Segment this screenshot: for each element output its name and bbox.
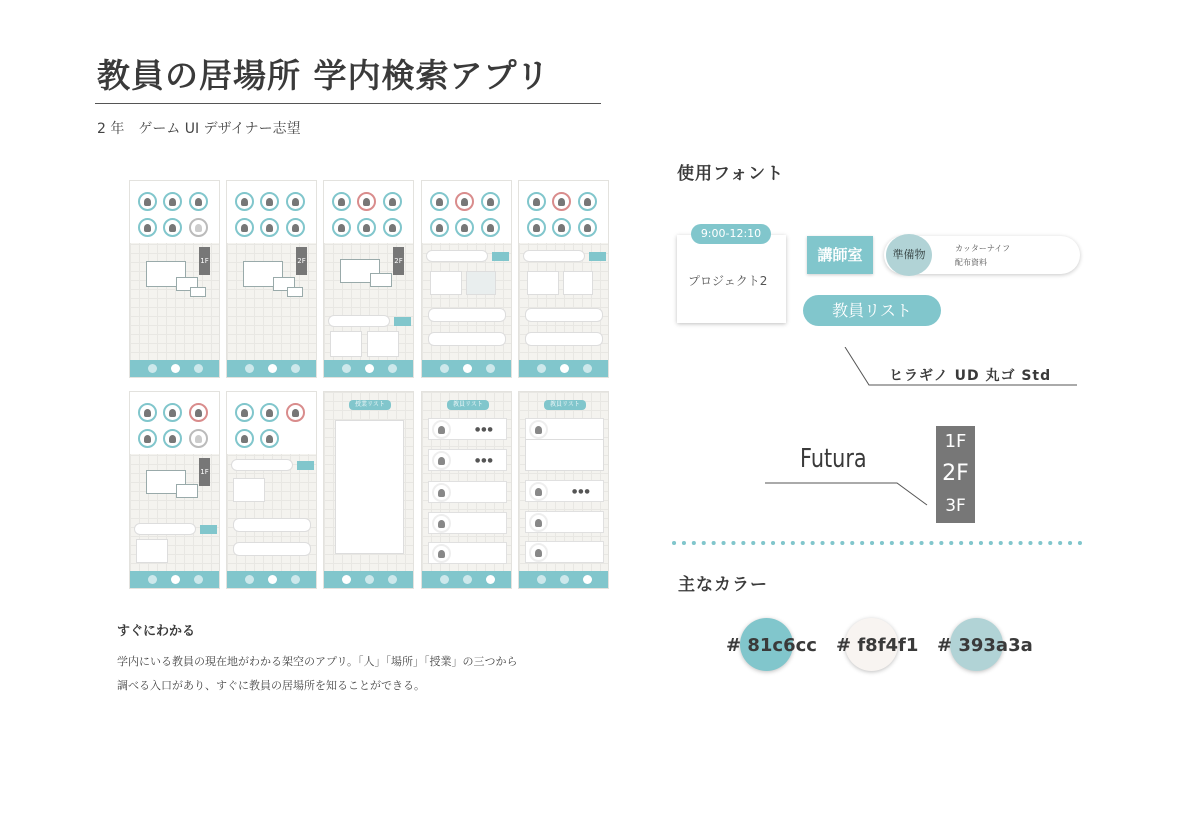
sample-prep-item: 配布資料 bbox=[955, 258, 987, 267]
teacher-grid bbox=[227, 392, 316, 454]
nav-dot[interactable] bbox=[148, 575, 157, 584]
teacher-avatar bbox=[357, 192, 376, 211]
teacher-avatar bbox=[529, 420, 548, 439]
teacher-name-pill bbox=[523, 250, 585, 262]
schedule-card[interactable] bbox=[563, 271, 593, 295]
teacher-grid bbox=[130, 392, 219, 454]
floor-label: 2F bbox=[942, 461, 969, 486]
teacher-avatar bbox=[332, 192, 351, 211]
schedule-card[interactable] bbox=[233, 478, 265, 502]
teacher-avatar bbox=[189, 192, 208, 211]
nav-dot[interactable] bbox=[486, 575, 495, 584]
teacher-avatar bbox=[235, 192, 254, 211]
teacher-avatar bbox=[481, 192, 500, 211]
nav-dot[interactable] bbox=[583, 575, 592, 584]
sample-prep-item: カッターナイフ bbox=[955, 244, 1011, 253]
teacher-avatar bbox=[432, 483, 451, 502]
teacher-avatar bbox=[163, 218, 182, 237]
list-item[interactable] bbox=[525, 480, 604, 502]
nav-dot[interactable] bbox=[560, 364, 569, 373]
schedule-card[interactable] bbox=[330, 331, 362, 357]
sample-project-label: プロジェクト2 bbox=[688, 274, 768, 288]
teacher-avatar bbox=[430, 192, 449, 211]
sample-room-box: 講師室 bbox=[807, 236, 873, 274]
font-name-hiragino: ヒラギノ UD 丸ゴ Std bbox=[889, 368, 1052, 384]
teacher-name-pill bbox=[328, 315, 390, 327]
room-tag[interactable] bbox=[297, 461, 314, 470]
teacher-avatar bbox=[455, 192, 474, 211]
screen-teacher-detail-alt bbox=[518, 180, 609, 378]
teacher-list-title: 教員リスト bbox=[544, 400, 586, 410]
teacher-avatar bbox=[286, 218, 305, 237]
schedule-card[interactable] bbox=[466, 271, 496, 295]
title-underline bbox=[95, 103, 601, 104]
teacher-avatar bbox=[260, 192, 279, 211]
nav-dot[interactable] bbox=[388, 364, 397, 373]
teacher-avatar bbox=[189, 429, 208, 448]
bottom-nav bbox=[422, 571, 511, 588]
sample-prep-badge: 準備物 bbox=[886, 234, 932, 276]
teacher-avatar bbox=[163, 403, 182, 422]
nav-dot[interactable] bbox=[463, 364, 472, 373]
nav-dot[interactable] bbox=[486, 364, 495, 373]
floor-map bbox=[370, 273, 392, 287]
teacher-avatar bbox=[552, 192, 571, 211]
nav-dot[interactable] bbox=[560, 575, 569, 584]
nav-dot[interactable] bbox=[171, 364, 180, 373]
list-item[interactable] bbox=[428, 481, 507, 503]
color-label-dark: # 393a3a bbox=[937, 635, 1033, 656]
prep-pill bbox=[428, 332, 506, 346]
prep-pill bbox=[525, 332, 603, 346]
floor-badge[interactable]: 2F bbox=[393, 247, 404, 275]
teacher-avatar bbox=[432, 544, 451, 563]
teacher-avatar bbox=[138, 429, 157, 448]
floor-map bbox=[190, 287, 206, 297]
room-tag[interactable] bbox=[492, 252, 509, 261]
room-tag[interactable] bbox=[394, 317, 411, 326]
nav-dot[interactable] bbox=[583, 364, 592, 373]
floor-map bbox=[287, 287, 303, 297]
floor-badge[interactable]: 1F bbox=[199, 247, 210, 275]
teacher-name-pill bbox=[134, 523, 196, 535]
teacher-name: ●●● bbox=[475, 426, 494, 433]
teacher-avatar bbox=[286, 192, 305, 211]
nav-dot[interactable] bbox=[268, 575, 277, 584]
teacher-avatar bbox=[189, 218, 208, 237]
room-tag[interactable] bbox=[589, 252, 606, 261]
teacher-avatar bbox=[260, 218, 279, 237]
teacher-avatar bbox=[286, 403, 305, 422]
teacher-avatar bbox=[481, 218, 500, 237]
screen-teacher-list bbox=[421, 391, 512, 589]
floor-badge[interactable]: 1F bbox=[199, 458, 210, 486]
teacher-avatar bbox=[527, 218, 546, 237]
teacher-avatar bbox=[529, 513, 548, 532]
nav-dot[interactable] bbox=[291, 575, 300, 584]
teacher-avatar bbox=[138, 403, 157, 422]
teacher-avatar bbox=[552, 218, 571, 237]
bottom-nav bbox=[130, 360, 219, 377]
nav-dot[interactable] bbox=[342, 364, 351, 373]
screen-map-detail bbox=[323, 180, 414, 378]
teacher-avatar bbox=[138, 218, 157, 237]
bottom-nav bbox=[519, 571, 608, 588]
teacher-avatar bbox=[260, 429, 279, 448]
sample-time-pill: 9:00-12:10 bbox=[691, 224, 771, 244]
class-list-title: 授業リスト bbox=[349, 400, 391, 410]
nav-dot[interactable] bbox=[537, 575, 546, 584]
schedule-card[interactable] bbox=[430, 271, 462, 295]
teacher-name: ●●● bbox=[475, 457, 494, 464]
teacher-avatar bbox=[578, 218, 597, 237]
expanded-detail bbox=[525, 439, 604, 471]
list-item[interactable] bbox=[428, 542, 507, 564]
color-label-teal: # 81c6cc bbox=[726, 635, 817, 656]
teacher-avatar bbox=[235, 429, 254, 448]
screen-map-2f bbox=[226, 180, 317, 378]
list-item[interactable] bbox=[428, 449, 507, 471]
teacher-grid bbox=[324, 181, 413, 243]
color-label-offwhite: # f8f4f1 bbox=[836, 635, 919, 656]
prep-pill bbox=[428, 308, 506, 322]
room-tag[interactable] bbox=[200, 525, 217, 534]
teacher-avatar bbox=[430, 218, 449, 237]
floor-sample-stack bbox=[936, 426, 975, 523]
teacher-name-pill bbox=[426, 250, 488, 262]
nav-dot[interactable] bbox=[440, 364, 449, 373]
teacher-avatar bbox=[235, 403, 254, 422]
nav-dot[interactable] bbox=[148, 364, 157, 373]
page-title: 教員の居場所 学内検索アプリ bbox=[97, 56, 551, 95]
nav-dot[interactable] bbox=[245, 364, 254, 373]
floor-badge[interactable]: 2F bbox=[296, 247, 307, 275]
nav-dot[interactable] bbox=[388, 575, 397, 584]
colors-heading: 主なカラー bbox=[678, 575, 768, 595]
teacher-avatar bbox=[432, 420, 451, 439]
bottom-nav bbox=[130, 571, 219, 588]
schedule-card[interactable] bbox=[527, 271, 559, 295]
teacher-grid bbox=[519, 181, 608, 243]
teacher-avatar bbox=[163, 429, 182, 448]
prep-pill bbox=[525, 308, 603, 322]
list-item[interactable] bbox=[525, 511, 604, 533]
teacher-grid bbox=[422, 181, 511, 243]
teacher-grid bbox=[227, 181, 316, 243]
bottom-nav bbox=[227, 571, 316, 588]
floor-map bbox=[176, 484, 198, 498]
nav-dot[interactable] bbox=[291, 364, 300, 373]
floor-label: 1F bbox=[944, 431, 967, 452]
teacher-avatar bbox=[529, 482, 548, 501]
bottom-nav bbox=[519, 360, 608, 377]
nav-dot[interactable] bbox=[463, 575, 472, 584]
teacher-grid bbox=[130, 181, 219, 243]
bottom-nav bbox=[324, 571, 413, 588]
teacher-avatar bbox=[432, 514, 451, 533]
floor-label: 3F bbox=[945, 496, 966, 516]
list-item[interactable] bbox=[428, 512, 507, 534]
list-item[interactable] bbox=[525, 541, 604, 563]
screen-class-list bbox=[323, 391, 414, 589]
teacher-avatar bbox=[578, 192, 597, 211]
class-list-card[interactable] bbox=[335, 420, 404, 554]
teacher-name-pill bbox=[231, 459, 293, 471]
bottom-nav bbox=[422, 360, 511, 377]
teacher-name: ●●● bbox=[572, 488, 591, 495]
fonts-heading: 使用フォント bbox=[677, 164, 785, 184]
nav-dot[interactable] bbox=[245, 575, 254, 584]
schedule-card[interactable] bbox=[367, 331, 399, 357]
bottom-nav bbox=[324, 360, 413, 377]
nav-dot[interactable] bbox=[194, 364, 203, 373]
teacher-avatar bbox=[189, 403, 208, 422]
screen-teacher-detail-2 bbox=[226, 391, 317, 589]
font-pointer-line bbox=[765, 481, 940, 507]
nav-dot[interactable] bbox=[537, 364, 546, 373]
screen-teacher-list-expanded bbox=[518, 391, 609, 589]
teacher-avatar bbox=[235, 218, 254, 237]
bottom-nav bbox=[227, 360, 316, 377]
list-item[interactable] bbox=[428, 418, 507, 440]
teacher-avatar bbox=[260, 403, 279, 422]
nav-dot[interactable] bbox=[342, 575, 351, 584]
description-heading: すぐにわかる bbox=[117, 624, 196, 639]
nav-dot[interactable] bbox=[365, 364, 374, 373]
prep-pill bbox=[233, 542, 311, 556]
nav-dot[interactable] bbox=[440, 575, 449, 584]
schedule-card[interactable] bbox=[136, 539, 168, 563]
teacher-avatar bbox=[332, 218, 351, 237]
screen-map-1f-detail bbox=[129, 391, 220, 589]
teacher-avatar bbox=[357, 218, 376, 237]
teacher-avatar bbox=[383, 218, 402, 237]
teacher-list-title: 教員リスト bbox=[447, 400, 489, 410]
dotted-divider bbox=[671, 540, 1091, 546]
screen-teacher-detail bbox=[421, 180, 512, 378]
list-item[interactable] bbox=[525, 418, 604, 440]
description-line: 学内にいる教員の現在地がわかる架空のアプリ。「人」「場所」「授業」の三つから bbox=[117, 655, 518, 668]
teacher-avatar bbox=[455, 218, 474, 237]
nav-dot[interactable] bbox=[194, 575, 203, 584]
font-name-futura: Futura bbox=[800, 444, 867, 474]
nav-dot[interactable] bbox=[268, 364, 277, 373]
nav-dot[interactable] bbox=[365, 575, 374, 584]
teacher-avatar bbox=[163, 192, 182, 211]
teacher-avatar bbox=[529, 543, 548, 562]
teacher-avatar bbox=[432, 451, 451, 470]
screen-map-1f bbox=[129, 180, 220, 378]
teacher-avatar bbox=[527, 192, 546, 211]
teacher-avatar bbox=[138, 192, 157, 211]
description-line: 調べる入口があり、すぐに教員の居場所を知ることができる。 bbox=[117, 679, 425, 692]
prep-pill bbox=[233, 518, 311, 532]
page-subtitle: 2 年 ゲーム UI デザイナー志望 bbox=[97, 121, 301, 137]
sample-list-button: 教員リスト bbox=[803, 295, 941, 326]
nav-dot[interactable] bbox=[171, 575, 180, 584]
teacher-avatar bbox=[383, 192, 402, 211]
